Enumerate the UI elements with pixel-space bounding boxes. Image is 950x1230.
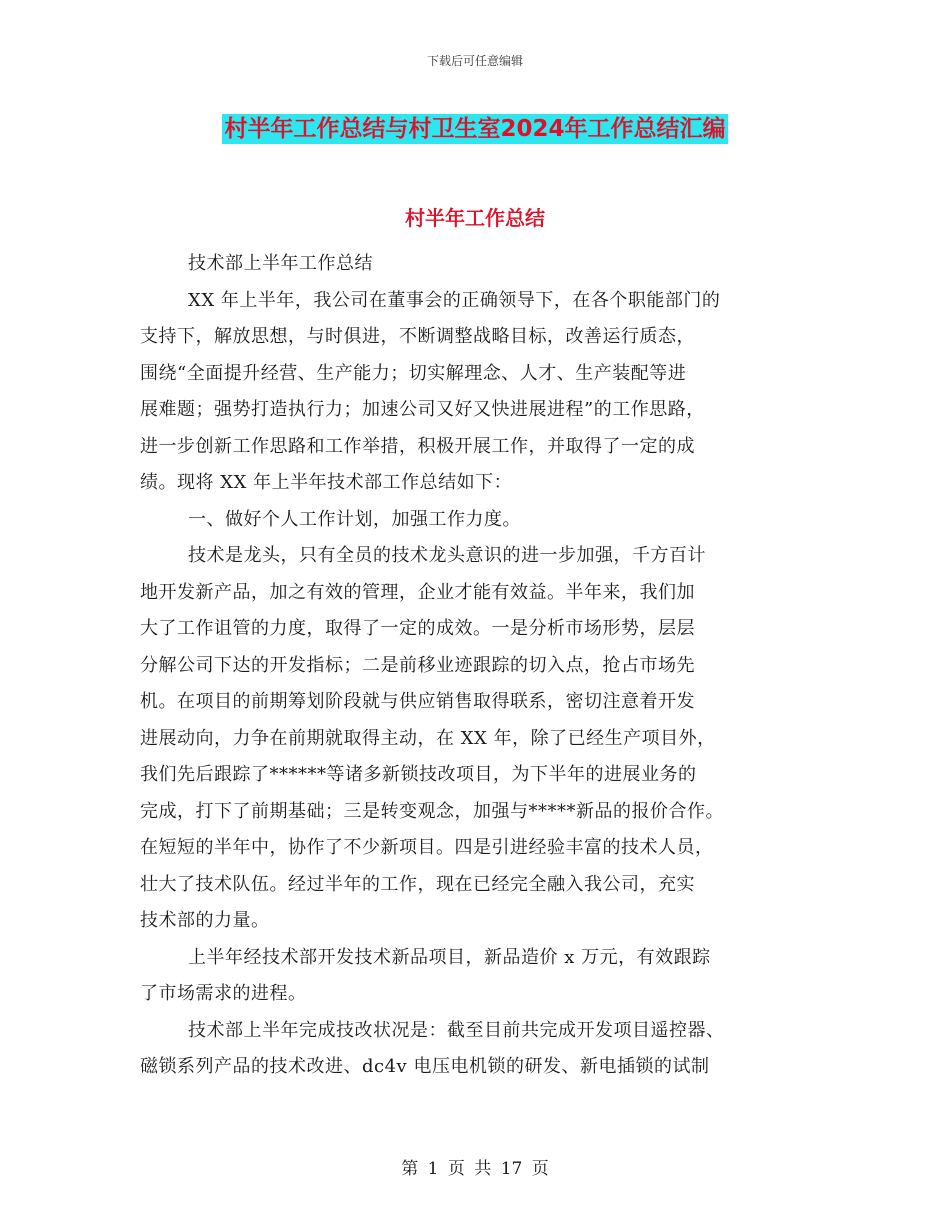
text-line: 壮大了技术队伍。经过半年的工作，现在已经完全融入我公司，充实 [140,873,695,895]
text-line: 一、做好个人工作计划，加强工作力度。 [188,508,521,530]
text-line: XX 年上半年，我公司在董事会的正确领导下，在各个职能部门的 [188,289,721,311]
text-line: 绩。现将 XX 年上半年技术部工作总结如下： [140,472,513,493]
paragraph [140,538,820,940]
document-title [0,112,950,146]
text-line: 技术部的力量。 [140,910,270,931]
text-line: 上半年经技术部开发技术新品项目，新品造价 x 万元，有效跟踪 [188,946,711,968]
text-line: 机。在项目的前期筹划阶段就与供应销售取得联系，密切注意着开发 [140,691,695,712]
text-line: 磁锁系列产品的技术改进、dc4v 电压电机锁的研发、新电插锁的试制 [140,1056,710,1077]
text-line: 进一步创新工作思路和工作举措，积极开展工作，并取得了一定的成 [140,435,695,457]
header-note: 下载后可任意编辑 [426,54,523,68]
paragraph [140,1013,820,1086]
text-line: 地开发新产品，加之有效的管理，企业才能有效益。半年来，我们加 [140,581,695,603]
text-line: 支持下，解放思想，与时俱进，不断调整战略目标，改善运行质态， [140,326,695,347]
text-line: 技术是龙头，只有全员的技术龙头意识的进一步加强，千方百计 [188,545,706,566]
paragraph [140,283,820,502]
document-body [140,246,820,1086]
text-line: 分解公司下达的开发指标；二是前移业迹跟踪的切入点，抢占市场先 [140,654,695,676]
text-line: 在短短的半年中，协作了不少新项目。四是引进经验丰富的技术人员， [140,837,714,858]
text-line: 展难题；强势打造执行力；加速公司又好又快进展进程”的工作思路， [140,399,705,420]
text-line: 进展动向，力争在前期就取得主动，在 XX 年，除了已经生产项目外， [140,727,716,749]
text-line: 我们先后跟踪了******等诸多新锁技改项目，为下半年的进展业务的 [140,764,697,785]
section-title: 村半年工作总结 [405,206,545,230]
page-footer: 第 1 页 共 17 页 [401,1159,549,1179]
text-line: 大了工作诅管的力度，取得了一定的成效。一是分析市场形势，层层 [140,618,695,639]
text-line: 技术部上半年完成技改状况是：截至目前共完成开发项目遥控器、 [188,1019,725,1041]
text-line: 技术部上半年工作总结 [188,253,373,274]
paragraph [140,502,820,539]
paragraph [140,246,820,283]
paragraph [140,940,820,1013]
text-line: 了市场需求的进程。 [140,983,307,1004]
text-line: 围绕“全面提升经营、生产能力；切实解理念、人才、生产装配等进 [140,362,687,384]
text-line: 完成，打下了前期基础；三是转变观念，加强与*****新品的报价合作。 [140,800,724,822]
document-title-text: 村半年工作总结与村卫生室2024年工作总结汇编 [224,116,726,142]
